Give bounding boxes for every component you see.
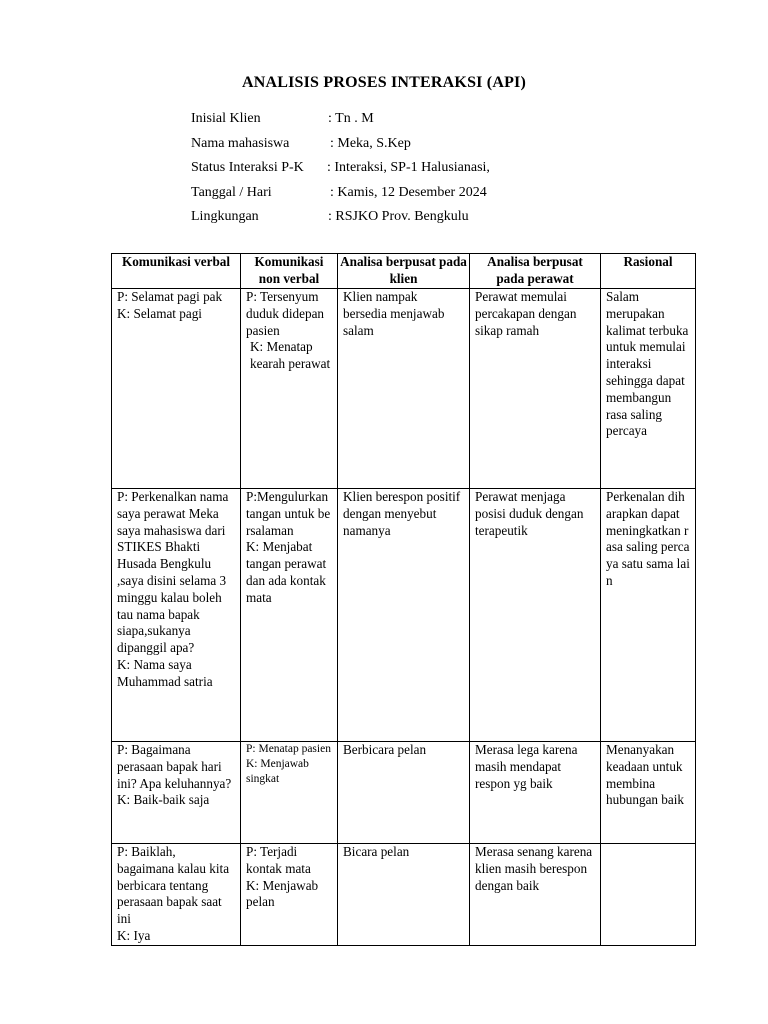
- cell-verbal: [112, 742, 241, 844]
- info-label: Nama mahasiswa: [191, 135, 290, 151]
- header-analisa-perawat: Analisa berpusat pada perawat: [470, 254, 601, 289]
- document-title: ANALISIS PROSES INTERAKSI (API): [241, 74, 527, 91]
- verbal-klien-text: K: Nama saya Muhammad satria: [117, 656, 213, 689]
- info-value: : Meka, S.Kep: [330, 135, 411, 151]
- table-row: [112, 289, 696, 489]
- verbal-perawat-text: P: Perkenalkan nama saya perawat Meka saya mahasiswa dari STIKES Bhakti Husada Bengkulu ,saya disini selama 3 minggu kalau boleh tau nama bapak siapa,sukanya dipanggil apa?: [117, 489, 229, 656]
- cell-nonverbal: [241, 844, 338, 946]
- cell-analisa-perawat: Perawat menjaga posisi duduk dengan terapeutik: [470, 489, 601, 742]
- info-label: Lingkungan: [191, 209, 259, 225]
- nonverbal-klien-text: K: Menatap kearah perawat: [250, 339, 331, 372]
- cell-verbal: [112, 844, 241, 946]
- cell-nonverbal: [241, 489, 338, 742]
- verbal-klien-text: K: Selamat pagi: [117, 305, 202, 321]
- nonverbal-perawat-text: P: Terjadi kontak mata: [246, 844, 311, 876]
- cell-verbal: [112, 489, 241, 742]
- header-komunikasi-non-verbal: Komunikasi non verbal: [241, 254, 338, 289]
- info-label: Status Interaksi P-K: [191, 160, 304, 176]
- verbal-perawat-text: P: Baiklah, bagaimana kalau kita berbicara tentang perasaan bapak saat ini: [117, 844, 230, 927]
- cell-analisa-perawat: Merasa senang karena klien masih berespon dengan baik: [470, 844, 601, 946]
- nonverbal-klien-text: K: Menjawab pelan: [246, 877, 319, 910]
- cell-analisa-klien: Klien berespon positif dengan menyebut namanya: [338, 489, 470, 742]
- info-label: Tanggal / Hari: [191, 184, 272, 200]
- nonverbal-klien-text: K: Menjawab singkat: [246, 758, 309, 785]
- header-rasional: Rasional: [601, 254, 696, 289]
- info-value: : Interaksi, SP-1 Halusianasi,: [327, 160, 490, 176]
- interaction-analysis-table: [111, 253, 696, 946]
- cell-rasional: Menanyakan keadaan untuk membina hubungan baik: [601, 742, 696, 844]
- cell-analisa-klien: Klien nampak bersedia menjawab salam: [338, 289, 470, 489]
- verbal-perawat-text: P: Selamat pagi pak: [117, 289, 223, 304]
- cell-analisa-klien: Berbicara pelan: [338, 742, 470, 844]
- cell-analisa-perawat: Perawat memulai percakapan dengan sikap ramah: [470, 289, 601, 489]
- table-row: [112, 844, 696, 946]
- cell-nonverbal: [241, 742, 338, 844]
- cell-rasional: Salam merupakan kalimat terbuka untuk memulai interaksi sehingga dapat membangun rasa saling percaya: [601, 289, 696, 489]
- cell-nonverbal: [241, 289, 338, 489]
- cell-verbal: [112, 289, 241, 489]
- info-value: : Kamis, 12 Desember 2024: [330, 184, 487, 200]
- nonverbal-perawat-text: P: Menatap pasien: [246, 743, 331, 755]
- nonverbal-perawat-text: P:Mengulurkan tangan untuk bersalaman: [246, 489, 331, 538]
- cell-rasional: Perkenalan diharapkan dapat meningkatkan rasa saling percaya satu sama lain: [601, 489, 696, 742]
- nonverbal-klien-text: K: Menjabat tangan perawat dan ada kontak mata: [246, 539, 327, 605]
- cell-analisa-perawat: Merasa lega karena masih mendapat respon yg baik: [470, 742, 601, 844]
- info-value: : RSJKO Prov. Bengkulu: [328, 209, 469, 225]
- cell-rasional: [601, 844, 696, 946]
- verbal-klien-text: K: Iya: [117, 927, 151, 943]
- table-row: [112, 489, 696, 742]
- verbal-klien-text: K: Baik-baik saja: [117, 792, 210, 808]
- info-value: : Tn . M: [328, 111, 374, 126]
- table-header-row: [112, 254, 696, 289]
- info-label: Inisial Klien: [191, 111, 261, 126]
- header-komunikasi-verbal: Komunikasi verbal: [112, 254, 241, 289]
- table-row: [112, 742, 696, 844]
- nonverbal-perawat-text: P: Tersenyum duduk didepan pasien: [246, 289, 325, 338]
- verbal-perawat-text: P: Bagaimana perasaan bapak hari ini? Apa keluhannya?: [117, 742, 232, 791]
- cell-analisa-klien: Bicara pelan: [338, 844, 470, 946]
- header-analisa-klien: Analisa berpusat pada klien: [338, 254, 470, 289]
